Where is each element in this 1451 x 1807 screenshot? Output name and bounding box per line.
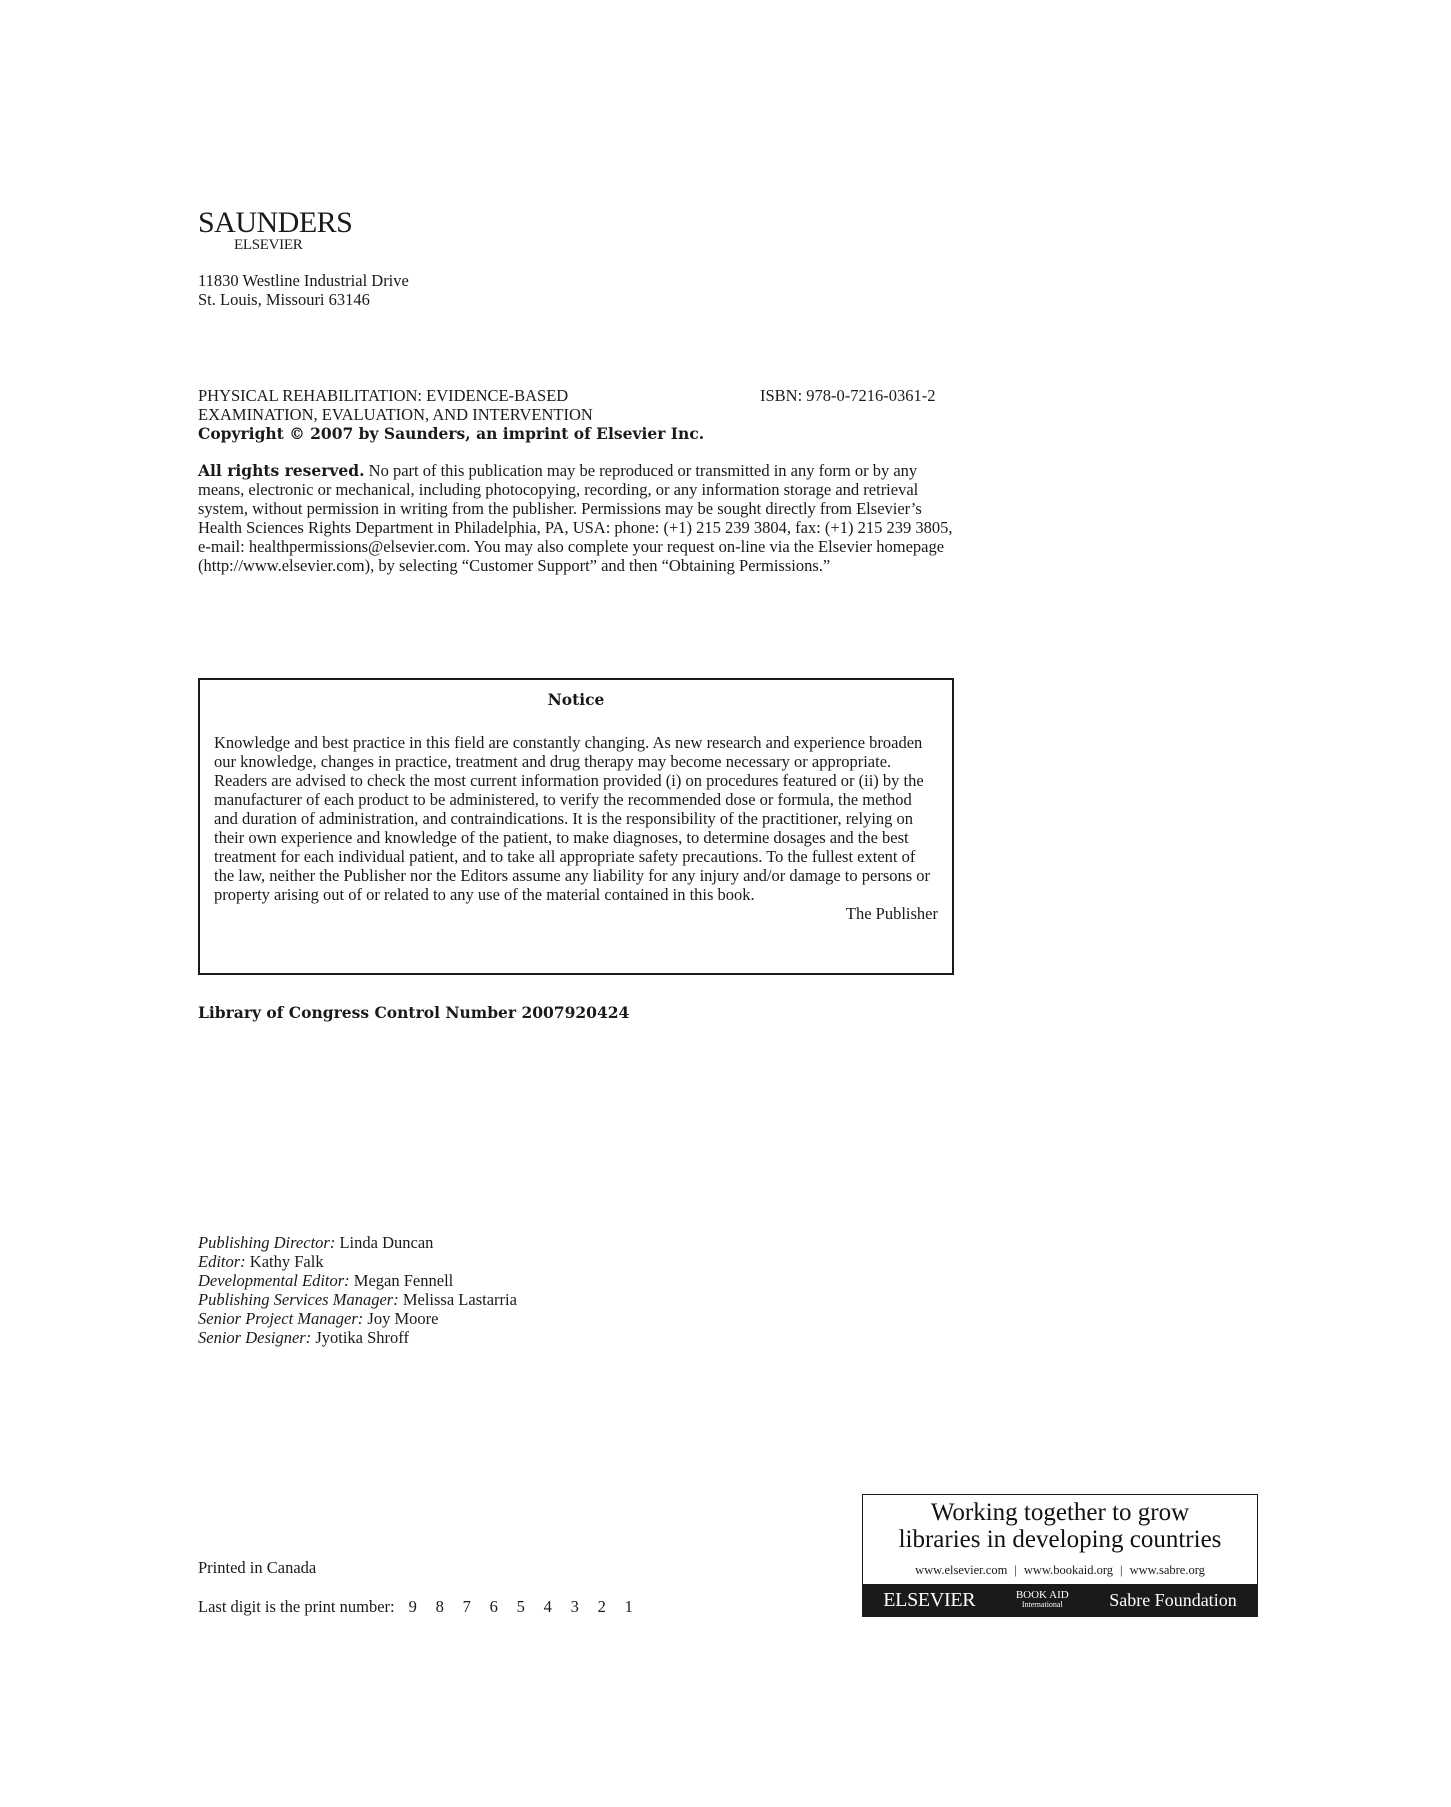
badge-links	[863, 1561, 1257, 1580]
rights-paragraph	[198, 461, 958, 575]
logo-parent: ELSEVIER	[234, 237, 303, 253]
badge-separator: |	[1120, 1563, 1123, 1577]
credit-name: Megan Fennell	[349, 1271, 454, 1290]
badge-org-sabre: Sabre Foundation	[1109, 1589, 1237, 1610]
badge-link-sabre: www.sabre.org	[1129, 1563, 1205, 1577]
saunders-elsevier-logo	[198, 208, 398, 252]
notice-signature: The Publisher	[845, 904, 938, 923]
book-title-line-1: PHYSICAL REHABILITATION: EVIDENCE-BASED	[198, 386, 569, 405]
credit-name: Linda Duncan	[335, 1233, 434, 1252]
rights-lead: All rights reserved.	[198, 461, 365, 480]
print-number-digits	[409, 1597, 652, 1616]
address-line-2: St. Louis, Missouri 63146	[198, 290, 370, 309]
badge-tagline	[863, 1499, 1257, 1553]
print-digit: 4	[543, 1597, 552, 1616]
credit-row	[198, 1271, 798, 1290]
publisher-address	[198, 271, 698, 309]
badge-separator: |	[1014, 1563, 1017, 1577]
badge-org-bar	[863, 1584, 1257, 1616]
credit-role: Senior Designer:	[198, 1328, 312, 1347]
credit-row	[198, 1309, 798, 1328]
address-line-1: 11830 Westline Industrial Drive	[198, 271, 409, 290]
library-of-congress-number: Library of Congress Control Number 2007920424	[198, 1003, 630, 1022]
badge-org-elsevier: ELSEVIER	[883, 1588, 976, 1611]
credit-row	[198, 1328, 798, 1347]
print-digit: 9	[408, 1597, 417, 1616]
credit-role: Senior Project Manager:	[198, 1309, 364, 1328]
credit-row	[198, 1252, 798, 1271]
print-digit: 1	[624, 1597, 633, 1616]
credit-name: Joy Moore	[363, 1309, 439, 1328]
copyright-line: Copyright © 2007 by Saunders, an imprint of Elsevier Inc.	[198, 424, 705, 443]
printed-in: Printed in Canada	[198, 1558, 317, 1577]
badge-link-bookaid: www.bookaid.org	[1023, 1563, 1114, 1577]
credit-role: Editor:	[198, 1252, 246, 1271]
print-digit: 2	[597, 1597, 606, 1616]
notice-body: Knowledge and best practice in this field are constantly changing. As new research and experience broaden our knowledge, changes in practice, treatment and drug therapy may become necessary or appropriate. Readers are advised to check the most current information provided (i) on procedures featured or (ii) by the manufacturer of each product to be administered, to verify the recommended dose or formula, the method and duration of administration, and contraindications. It is the responsibility of the practitioner, relying on their own experience and knowledge of the patient, to make diagnoses, to determine dosages and the best treatment for each individual patient, and to take all appropriate safety precautions. To the fullest extent of the law, neither the Publisher nor the Editors assume any liability for any injury and/or damage to persons or property arising out of or related to any use of the material contained in this book.	[214, 733, 931, 904]
print-digit: 5	[516, 1597, 525, 1616]
print-digit: 6	[489, 1597, 498, 1616]
print-digit: 7	[462, 1597, 471, 1616]
badge-tagline-line-1: Working together to grow	[930, 1499, 1190, 1526]
credit-row	[198, 1233, 798, 1252]
print-number-label: Last digit is the print number:	[198, 1597, 395, 1616]
working-together-badge	[862, 1494, 1258, 1617]
credit-name: Kathy Falk	[245, 1252, 324, 1271]
credit-role: Publishing Services Manager:	[198, 1290, 399, 1309]
print-digit: 3	[570, 1597, 579, 1616]
logo-brand: SAUNDERS	[198, 206, 353, 239]
rights-body: No part of this publication may be reproduced or transmitted in any form or by any means, electronic or mechanical, including photocopying, recording, or any information storage and retrieval system, without permission in writing from the publisher. Permissions may be sought directly from Elsevier’s Health Sciences Rights Department in Philadelphia, PA, USA: phone: (+1) 215 239 3804, fax: (+1) 215 239 3805, e-mail: healthpermissions@elsevier.com. You may also complete your request on-line via the Elsevier homepage (http://www.elsevier.com), by selecting “Customer Support” and then “Obtaining Permissions.”	[198, 461, 953, 575]
credit-row	[198, 1290, 798, 1309]
notice-box	[198, 678, 954, 975]
isbn: ISBN: 978-0-7216-0361-2	[760, 386, 936, 405]
print-number-line	[198, 1597, 652, 1616]
book-title-line-2: EXAMINATION, EVALUATION, AND INTERVENTION	[198, 405, 593, 424]
badge-tagline-line-2: libraries in developing countries	[898, 1526, 1222, 1553]
badge-org-bookaid	[1016, 1590, 1069, 1610]
badge-link-elsevier: www.elsevier.com	[915, 1563, 1008, 1577]
notice-heading: Notice	[547, 690, 605, 709]
credit-role: Publishing Director:	[198, 1233, 336, 1252]
credits-list	[198, 1233, 798, 1347]
bookaid-top: BOOK AID	[1015, 1589, 1069, 1601]
credit-name: Melissa Lastarria	[398, 1290, 517, 1309]
bookaid-bottom: International	[1021, 1600, 1063, 1609]
credit-name: Jyotika Shroff	[311, 1328, 409, 1347]
print-digit: 8	[435, 1597, 444, 1616]
credit-role: Developmental Editor:	[198, 1271, 350, 1290]
rights-text	[198, 461, 958, 575]
title-block	[198, 386, 958, 443]
